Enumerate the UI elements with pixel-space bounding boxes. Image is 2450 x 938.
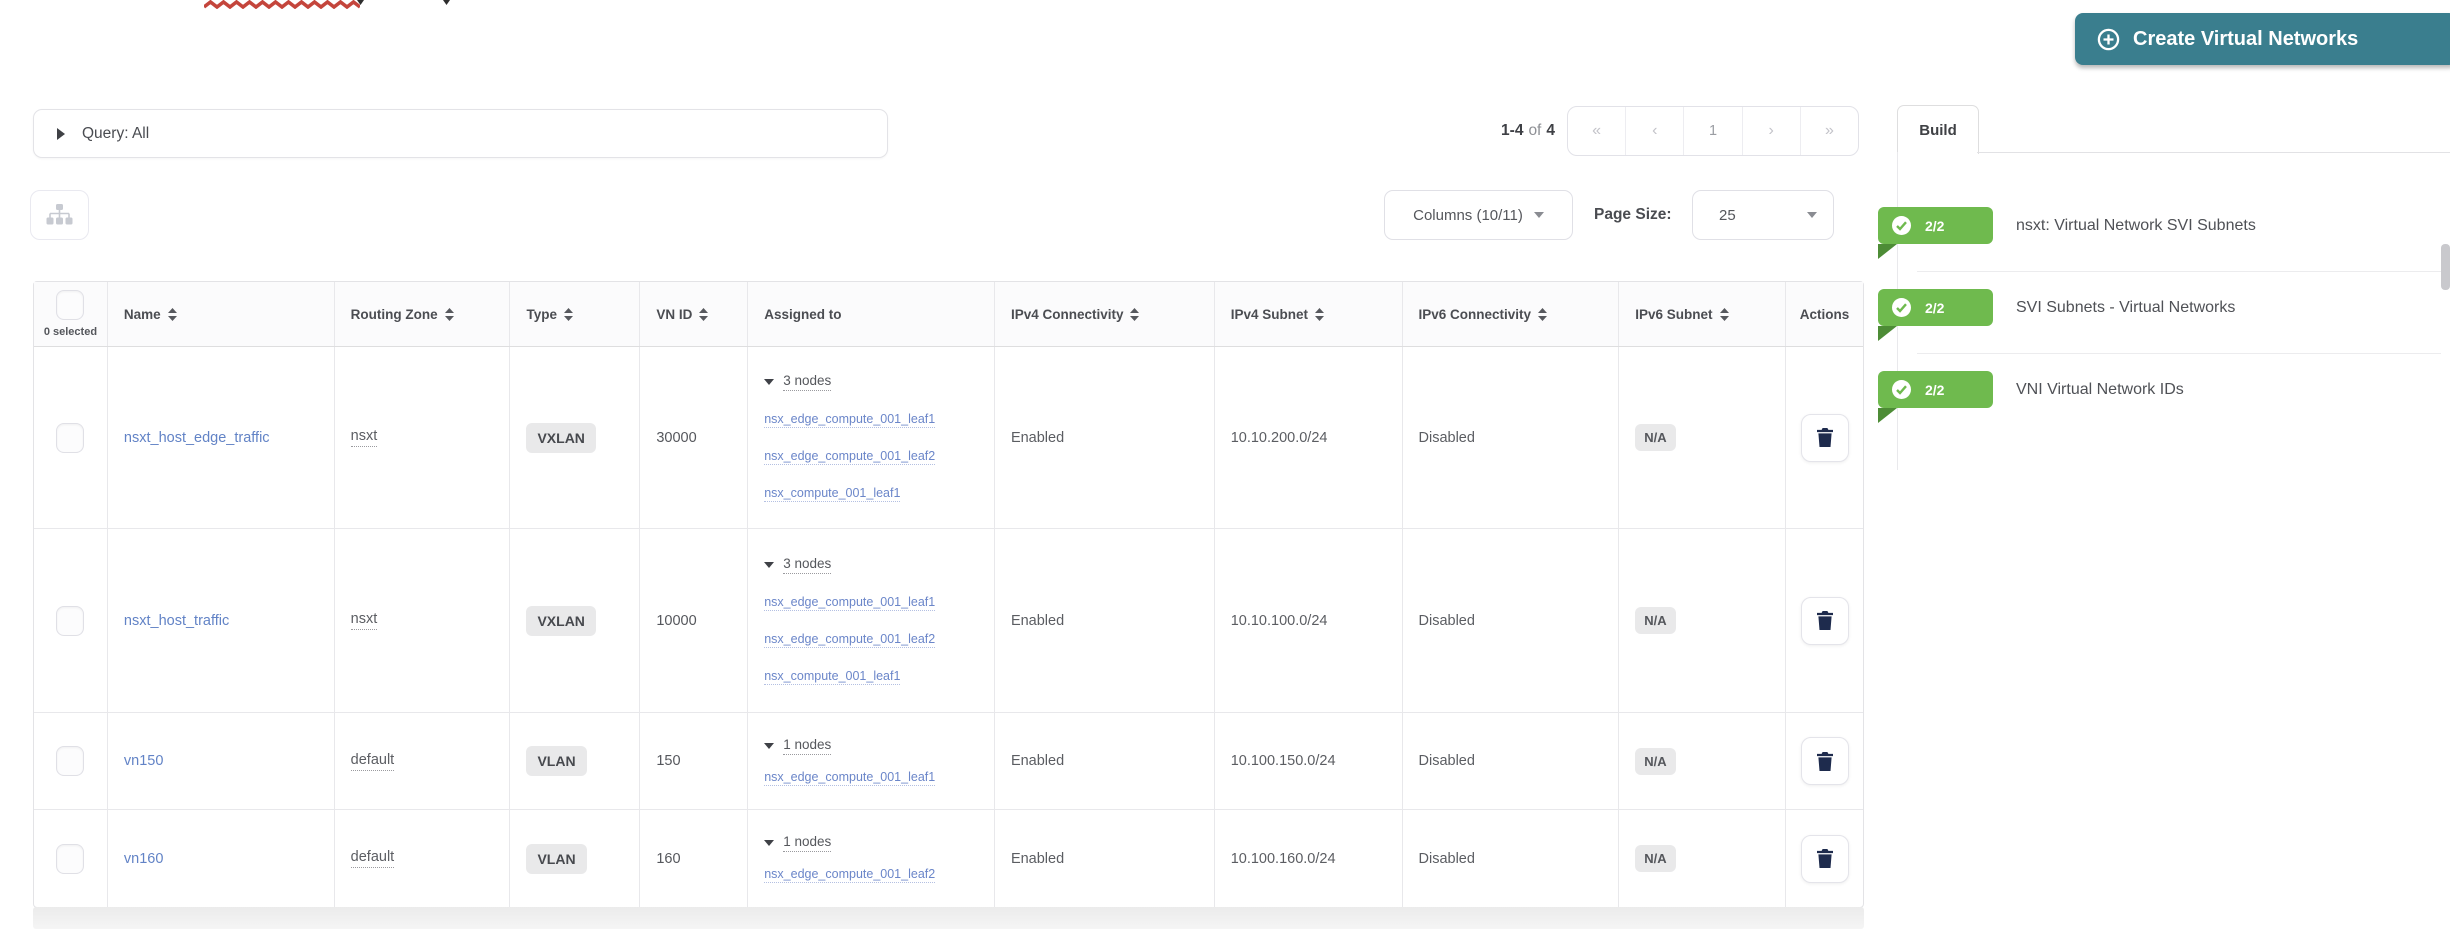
build-status-badge[interactable] — [1878, 371, 1993, 408]
trash-icon — [1817, 428, 1833, 447]
nodes-count: 3 nodes — [783, 373, 831, 391]
select-cell — [34, 529, 108, 712]
ipv4-connectivity-value: Enabled — [1010, 612, 1065, 629]
page-size-select[interactable] — [1692, 190, 1834, 240]
ipv4-connectivity-value: Enabled — [1010, 850, 1065, 867]
cell-assigned-to — [748, 810, 995, 907]
vn-id-value: 160 — [656, 850, 681, 867]
column-header-routing-zone[interactable] — [335, 282, 511, 346]
cell-actions — [1786, 529, 1863, 712]
build-item-divider — [1917, 271, 2441, 272]
spellcheck-squiggle — [204, 0, 360, 9]
row-checkbox[interactable] — [56, 423, 84, 453]
column-header-label: Assigned to — [764, 306, 842, 322]
cell-ipv4-subnet — [1215, 713, 1403, 809]
nodes-toggle[interactable] — [764, 373, 831, 391]
columns-dropdown-label: Columns (10/11) — [1413, 206, 1523, 224]
nodes-count: 1 nodes — [783, 737, 831, 755]
ipv6-connectivity-value: Disabled — [1418, 850, 1475, 867]
vn-id-value: 10000 — [656, 612, 697, 629]
ipv4-subnet-value: 10.10.100.0/24 — [1230, 612, 1328, 629]
routing-zone-link[interactable]: nsxt — [351, 428, 378, 447]
current-page-button[interactable]: 1 — [1683, 107, 1741, 155]
ipv4-connectivity-value: Enabled — [1010, 753, 1065, 769]
cell-type — [510, 810, 640, 907]
column-header-type[interactable] — [510, 282, 640, 346]
column-header-label: Actions — [1799, 306, 1850, 322]
type-badge: VLAN — [526, 844, 586, 874]
column-header-ipv4-subnet[interactable] — [1215, 282, 1403, 346]
build-item-label[interactable]: SVI Subnets - Virtual Networks — [2016, 298, 2236, 316]
ipv4-connectivity-value: Enabled — [1010, 429, 1065, 446]
table-row — [34, 713, 1863, 810]
build-tab-label: Build — [1919, 121, 1957, 139]
node-link[interactable]: nsx_edge_compute_001_leaf2 — [764, 867, 936, 881]
cell-assigned-to — [748, 347, 995, 528]
build-status-badge[interactable] — [1878, 207, 1993, 244]
collapse-caret-icon — [764, 379, 774, 385]
ipv6-connectivity-value: Disabled — [1418, 753, 1475, 769]
cell-actions — [1786, 810, 1863, 907]
build-item-label[interactable]: nsxt: Virtual Network SVI Subnets — [2016, 216, 2256, 234]
type-badge: VLAN — [526, 746, 586, 776]
build-item-label[interactable]: VNI Virtual Network IDs — [2016, 380, 2184, 398]
nodes-count: 1 nodes — [783, 834, 831, 852]
na-badge: N/A — [1635, 845, 1675, 872]
build-status-count: 2/2 — [1925, 299, 1945, 316]
table-row — [34, 529, 1863, 713]
sort-icon[interactable] — [1315, 308, 1324, 321]
virtual-network-link[interactable]: vn160 — [123, 850, 164, 867]
cell-type — [510, 529, 640, 712]
build-item-divider — [1917, 353, 2441, 354]
cell-actions — [1786, 713, 1863, 809]
cell-vn-id — [640, 529, 748, 712]
cell-vn-id — [640, 713, 748, 809]
trash-icon — [1817, 611, 1833, 630]
type-badge: VXLAN — [526, 423, 595, 453]
vn-id-value: 30000 — [656, 429, 697, 446]
expand-caret-icon — [57, 128, 65, 140]
column-header-label: Routing Zone — [350, 306, 438, 322]
nodes-toggle[interactable] — [764, 834, 831, 852]
build-panel-divider — [1977, 152, 2450, 153]
cell-ipv4-subnet — [1215, 347, 1403, 528]
cell-ipv6-connectivity — [1403, 713, 1620, 809]
column-header-label: IPv4 Connectivity — [1010, 306, 1124, 322]
cell-ipv4-connectivity — [995, 810, 1215, 907]
next-page-button[interactable]: › — [1742, 107, 1800, 155]
cell-ipv6-subnet — [1619, 347, 1786, 528]
column-header-assigned-to — [748, 282, 995, 346]
sort-icon[interactable] — [168, 308, 177, 321]
cell-name — [108, 713, 335, 809]
cell-name — [108, 810, 335, 907]
node-link[interactable]: nsx_edge_compute_001_leaf2 — [764, 632, 936, 646]
sort-icon[interactable] — [699, 308, 708, 321]
cell-assigned-to — [748, 713, 995, 809]
column-header-actions — [1786, 282, 1863, 346]
prev-page-button[interactable]: ‹ — [1625, 107, 1683, 155]
sort-icon[interactable] — [1538, 308, 1547, 321]
page-size-value: 25 — [1719, 206, 1736, 224]
cell-actions — [1786, 347, 1863, 528]
cell-ipv6-subnet — [1619, 713, 1786, 809]
ipv6-connectivity-value: Disabled — [1418, 612, 1475, 629]
nodes-count: 3 nodes — [783, 556, 831, 574]
collapse-caret-icon — [764, 840, 774, 846]
build-status-badge[interactable] — [1878, 289, 1993, 326]
sort-icon[interactable] — [445, 308, 454, 321]
column-header-label: IPv4 Subnet — [1230, 306, 1308, 322]
chevron-down-icon — [1534, 212, 1544, 218]
column-header-label: IPv6 Connectivity — [1418, 306, 1532, 322]
delete-button[interactable] — [1801, 835, 1849, 883]
column-header-ipv4-connectivity[interactable] — [995, 282, 1215, 346]
pagination-summary — [1445, 106, 1555, 156]
cell-ipv4-connectivity — [995, 347, 1215, 528]
ipv4-subnet-value: 10.100.160.0/24 — [1230, 850, 1336, 867]
ipv4-subnet-value: 10.10.200.0/24 — [1230, 429, 1328, 446]
column-header-ipv6-connectivity[interactable] — [1403, 282, 1620, 346]
sort-icon[interactable] — [564, 308, 573, 321]
cell-routing-zone — [335, 810, 511, 907]
tab-build[interactable] — [1897, 105, 1979, 154]
ipv6-connectivity-value: Disabled — [1418, 429, 1475, 446]
vertical-scrollbar-thumb[interactable] — [2441, 244, 2450, 290]
ipv4-subnet-value: 10.100.150.0/24 — [1230, 753, 1336, 769]
query-filter-box[interactable] — [33, 109, 888, 158]
routing-zone-link[interactable]: nsxt — [351, 611, 378, 630]
pagination-of: of — [1528, 122, 1542, 139]
delete-button[interactable] — [1801, 597, 1849, 645]
last-page-button[interactable]: » — [1800, 107, 1858, 155]
table-header-row — [34, 282, 1863, 347]
cell-name — [108, 529, 335, 712]
na-badge: N/A — [1635, 424, 1675, 451]
pagination-controls — [1567, 106, 1859, 156]
row-checkbox[interactable] — [56, 746, 84, 776]
sort-icon[interactable] — [1720, 308, 1729, 321]
table-row — [34, 347, 1863, 529]
cell-type — [510, 713, 640, 809]
check-circle-icon — [1892, 298, 1911, 317]
pagination-range: 1-4 — [1501, 122, 1524, 139]
cell-routing-zone — [335, 347, 511, 528]
select-cell — [34, 713, 108, 809]
build-status-count: 2/2 — [1925, 381, 1945, 398]
node-link[interactable]: nsx_edge_compute_001_leaf1 — [764, 412, 936, 426]
row-checkbox[interactable] — [56, 844, 84, 874]
cell-vn-id — [640, 810, 748, 907]
trash-icon — [1817, 849, 1833, 868]
badge-fold-decoration — [1878, 408, 1897, 423]
cell-ipv6-subnet — [1619, 810, 1786, 907]
column-header-label: Name — [123, 306, 161, 322]
virtual-network-link[interactable]: nsxt_host_edge_traffic — [123, 429, 270, 446]
virtual-network-link[interactable]: vn150 — [123, 753, 164, 769]
collapse-caret-icon — [764, 743, 774, 749]
column-header-name[interactable] — [108, 282, 335, 346]
horizontal-scrollbar[interactable] — [33, 907, 1864, 929]
type-badge: VXLAN — [526, 606, 595, 636]
delete-button[interactable] — [1801, 737, 1849, 785]
create-virtual-networks-label: Create Virtual Networks — [2133, 27, 2359, 50]
cell-ipv6-connectivity — [1403, 347, 1620, 528]
na-badge: N/A — [1635, 748, 1675, 775]
check-circle-icon — [1892, 216, 1911, 235]
routing-zone-link[interactable]: default — [351, 752, 395, 771]
build-status-count: 2/2 — [1925, 217, 1945, 234]
plus-circle-icon — [2097, 28, 2120, 51]
cell-routing-zone — [335, 713, 511, 809]
table-row — [34, 810, 1863, 907]
chevron-down-icon — [1807, 212, 1817, 218]
sort-icon[interactable] — [1130, 308, 1139, 321]
column-header-ipv6-subnet[interactable] — [1619, 282, 1786, 346]
cell-ipv6-subnet — [1619, 529, 1786, 712]
page-size-label: Page Size: — [1594, 206, 1672, 223]
pagination-total: 4 — [1546, 122, 1555, 139]
cell-ipv4-subnet — [1215, 810, 1403, 907]
row-checkbox[interactable] — [56, 606, 84, 636]
nodes-toggle[interactable] — [764, 556, 831, 574]
select-cell — [34, 347, 108, 528]
routing-zone-link[interactable]: default — [351, 849, 395, 868]
cell-name — [108, 347, 335, 528]
vn-id-value: 150 — [656, 753, 681, 769]
node-link[interactable]: nsx_edge_compute_001_leaf1 — [764, 595, 936, 609]
virtual-network-link[interactable]: nsxt_host_traffic — [123, 612, 230, 629]
cell-assigned-to — [748, 529, 995, 712]
column-header-label: VN ID — [656, 306, 693, 322]
node-link[interactable]: nsx_compute_001_leaf1 — [764, 486, 901, 500]
node-link[interactable]: nsx_edge_compute_001_leaf1 — [764, 769, 936, 784]
hierarchy-icon — [46, 204, 73, 226]
node-link[interactable]: nsx_edge_compute_001_leaf2 — [764, 449, 936, 463]
first-page-button[interactable]: « — [1592, 122, 1602, 139]
column-header-vn-id[interactable] — [640, 282, 748, 346]
selection-summary: 0 selected — [43, 326, 98, 338]
hierarchy-view-button[interactable] — [30, 190, 89, 240]
columns-dropdown-button[interactable] — [1384, 190, 1573, 240]
select-all-header-cell — [34, 282, 108, 346]
na-badge: N/A — [1635, 607, 1675, 634]
node-link[interactable]: nsx_compute_001_leaf1 — [764, 669, 901, 683]
cell-routing-zone — [335, 529, 511, 712]
delete-button[interactable] — [1801, 414, 1849, 462]
collapse-caret-icon — [764, 562, 774, 568]
column-header-label: Type — [526, 306, 557, 322]
nodes-toggle[interactable] — [764, 737, 831, 755]
virtual-networks-table — [33, 281, 1864, 908]
trash-icon — [1817, 752, 1833, 771]
check-circle-icon — [1892, 380, 1911, 399]
cell-ipv6-connectivity — [1403, 810, 1620, 907]
select-cell — [34, 810, 108, 907]
select-all-checkbox[interactable] — [56, 290, 84, 320]
cell-ipv4-connectivity — [995, 713, 1215, 809]
query-label: Query: All — [82, 124, 150, 142]
cell-vn-id — [640, 347, 748, 528]
create-virtual-networks-button[interactable] — [2075, 13, 2450, 65]
cell-ipv4-subnet — [1215, 529, 1403, 712]
cell-ipv6-connectivity — [1403, 529, 1620, 712]
badge-fold-decoration — [1878, 244, 1897, 259]
cell-ipv4-connectivity — [995, 529, 1215, 712]
clipped-text-fragment — [443, 0, 450, 5]
column-header-label: IPv6 Subnet — [1635, 306, 1713, 322]
cell-type — [510, 347, 640, 528]
badge-fold-decoration — [1878, 326, 1897, 341]
